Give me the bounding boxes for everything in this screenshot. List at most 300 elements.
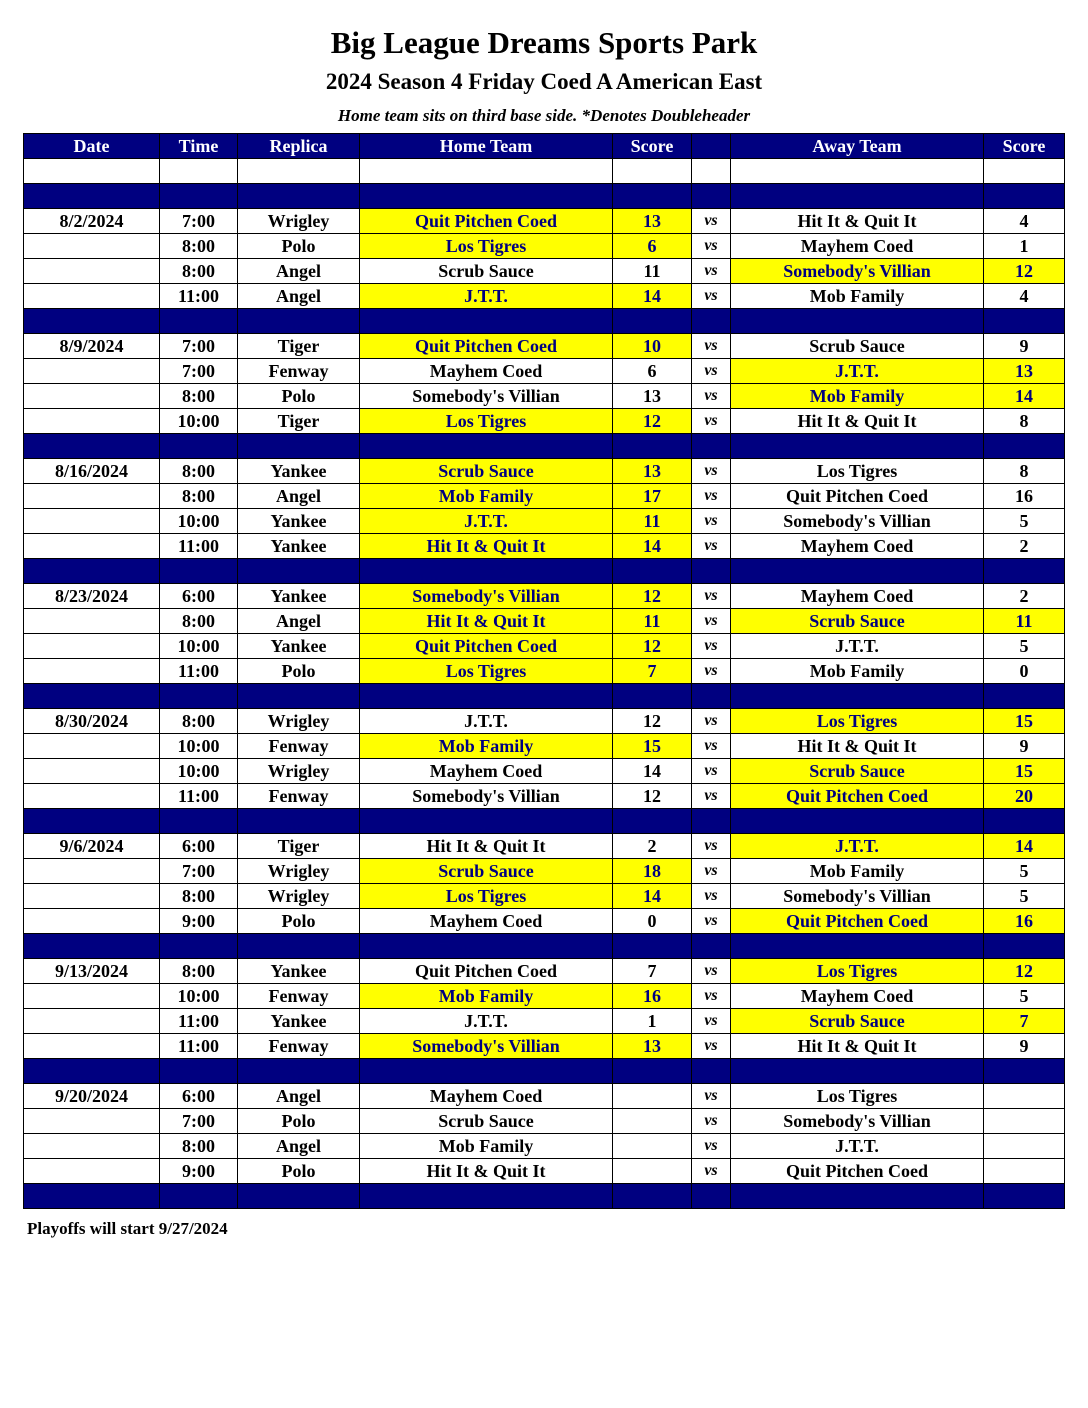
game-time: 11:00 (160, 534, 238, 559)
away-score: 13 (984, 359, 1065, 384)
away-score: 5 (984, 509, 1065, 534)
away-team: Quit Pitchen Coed (731, 1159, 984, 1184)
game-time: 6:00 (160, 584, 238, 609)
away-team: Mayhem Coed (731, 984, 984, 1009)
away-score: 14 (984, 384, 1065, 409)
vs-label: vs (692, 1109, 731, 1134)
away-score: 2 (984, 584, 1065, 609)
page-subtitle: 2024 Season 4 Friday Coed A American East (325, 69, 763, 94)
vs-label: vs (692, 384, 731, 409)
game-date (24, 534, 160, 559)
game-date: 8/16/2024 (24, 459, 160, 484)
game-date: 9/13/2024 (24, 959, 160, 984)
game-replica: Angel (238, 1084, 360, 1109)
home-team: Somebody's Villian (360, 384, 613, 409)
game-time: 10:00 (160, 759, 238, 784)
game-date (24, 359, 160, 384)
game-time: 7:00 (160, 359, 238, 384)
away-team: Mayhem Coed (731, 584, 984, 609)
game-replica: Wrigley (238, 759, 360, 784)
away-team: Mob Family (731, 859, 984, 884)
game-time: 6:00 (160, 834, 238, 859)
vs-label: vs (692, 1159, 731, 1184)
game-date (24, 984, 160, 1009)
game-replica: Fenway (238, 359, 360, 384)
vs-label: vs (692, 459, 731, 484)
week-separator-row (24, 684, 1065, 709)
game-replica: Angel (238, 284, 360, 309)
home-team: J.T.T. (360, 1009, 613, 1034)
home-score: 14 (613, 284, 692, 309)
vs-label: vs (692, 1084, 731, 1109)
game-replica: Angel (238, 1134, 360, 1159)
away-team: Mob Family (731, 384, 984, 409)
game-time: 8:00 (160, 959, 238, 984)
away-team: Scrub Sauce (731, 334, 984, 359)
home-score: 13 (613, 209, 692, 234)
game-time: 10:00 (160, 734, 238, 759)
home-score (613, 1134, 692, 1159)
home-score (613, 1084, 692, 1109)
week-separator-row (24, 1059, 1065, 1084)
vs-label: vs (692, 259, 731, 284)
away-team: Mayhem Coed (731, 234, 984, 259)
week-separator-row (24, 309, 1065, 334)
home-score: 16 (613, 984, 692, 1009)
game-row (24, 534, 1065, 559)
home-score: 6 (613, 234, 692, 259)
game-date: 9/20/2024 (24, 1084, 160, 1109)
game-date (24, 609, 160, 634)
home-team: Mob Family (360, 734, 613, 759)
vs-label: vs (692, 959, 731, 984)
home-team: Somebody's Villian (360, 784, 613, 809)
away-team: Los Tigres (731, 459, 984, 484)
week-separator-row (24, 1184, 1065, 1209)
vs-label: vs (692, 584, 731, 609)
game-date (24, 1109, 160, 1134)
vs-label: vs (692, 634, 731, 659)
game-replica: Polo (238, 1159, 360, 1184)
away-score: 14 (984, 834, 1065, 859)
away-team: Mob Family (731, 284, 984, 309)
home-team: Los Tigres (360, 659, 613, 684)
game-row (24, 459, 1065, 484)
away-team: J.T.T. (731, 359, 984, 384)
game-replica: Fenway (238, 734, 360, 759)
schedule-body (24, 159, 1065, 1209)
game-time: 11:00 (160, 284, 238, 309)
home-team: Mob Family (360, 484, 613, 509)
away-score: 8 (984, 409, 1065, 434)
home-score: 1 (613, 1009, 692, 1034)
game-date (24, 384, 160, 409)
vs-label: vs (692, 234, 731, 259)
home-score (613, 1159, 692, 1184)
game-replica: Yankee (238, 534, 360, 559)
away-team: Somebody's Villian (731, 1109, 984, 1134)
away-team: Scrub Sauce (731, 759, 984, 784)
game-replica: Angel (238, 259, 360, 284)
home-score: 15 (613, 734, 692, 759)
game-replica: Yankee (238, 634, 360, 659)
vs-label: vs (692, 284, 731, 309)
away-team: Hit It & Quit It (731, 209, 984, 234)
game-date (24, 909, 160, 934)
game-time: 8:00 (160, 484, 238, 509)
schedule-table (23, 133, 1065, 1209)
away-score: 12 (984, 959, 1065, 984)
away-team: Los Tigres (731, 959, 984, 984)
game-time: 10:00 (160, 984, 238, 1009)
home-team: Mob Family (360, 1134, 613, 1159)
game-row (24, 1109, 1065, 1134)
game-replica: Fenway (238, 984, 360, 1009)
home-team: J.T.T. (360, 284, 613, 309)
game-replica: Polo (238, 909, 360, 934)
game-time: 11:00 (160, 659, 238, 684)
home-score: 17 (613, 484, 692, 509)
away-score: 4 (984, 284, 1065, 309)
away-score: 5 (984, 634, 1065, 659)
home-score: 7 (613, 959, 692, 984)
game-date (24, 1159, 160, 1184)
game-time: 7:00 (160, 209, 238, 234)
game-row (24, 584, 1065, 609)
game-row (24, 1134, 1065, 1159)
home-team: Scrub Sauce (360, 459, 613, 484)
home-score: 12 (613, 409, 692, 434)
away-team: J.T.T. (731, 634, 984, 659)
game-time: 11:00 (160, 784, 238, 809)
home-team: Los Tigres (360, 884, 613, 909)
game-row (24, 659, 1065, 684)
game-row (24, 984, 1065, 1009)
game-time: 9:00 (160, 909, 238, 934)
game-row (24, 484, 1065, 509)
game-replica: Yankee (238, 1009, 360, 1034)
home-score: 13 (613, 384, 692, 409)
away-team: Scrub Sauce (731, 1009, 984, 1034)
game-row (24, 259, 1065, 284)
home-team: Hit It & Quit It (360, 609, 613, 634)
vs-label: vs (692, 659, 731, 684)
away-team: Quit Pitchen Coed (731, 784, 984, 809)
away-score: 5 (984, 859, 1065, 884)
away-score: 15 (984, 709, 1065, 734)
home-score (613, 1109, 692, 1134)
blank-row (24, 159, 1065, 184)
home-team: J.T.T. (360, 709, 613, 734)
away-team: Hit It & Quit It (731, 734, 984, 759)
away-score (984, 1084, 1065, 1109)
game-replica: Wrigley (238, 884, 360, 909)
game-date (24, 409, 160, 434)
game-date (24, 234, 160, 259)
away-score: 12 (984, 259, 1065, 284)
vs-label: vs (692, 1134, 731, 1159)
vs-label: vs (692, 209, 731, 234)
vs-label: vs (692, 1034, 731, 1059)
home-score: 13 (613, 1034, 692, 1059)
away-team: Quit Pitchen Coed (731, 909, 984, 934)
vs-label: vs (692, 909, 731, 934)
away-score: 9 (984, 1034, 1065, 1059)
home-team: Scrub Sauce (360, 259, 613, 284)
header-home-team: Home Team (360, 134, 613, 159)
home-team: Quit Pitchen Coed (360, 959, 613, 984)
game-time: 11:00 (160, 1009, 238, 1034)
home-team: Mayhem Coed (360, 759, 613, 784)
away-score: 0 (984, 659, 1065, 684)
game-replica: Tiger (238, 834, 360, 859)
game-row (24, 1009, 1065, 1034)
home-team: Scrub Sauce (360, 1109, 613, 1134)
home-team: Quit Pitchen Coed (360, 334, 613, 359)
game-date (24, 484, 160, 509)
away-score: 8 (984, 459, 1065, 484)
home-team: Mayhem Coed (360, 359, 613, 384)
schedule-note: Home team sits on third base side. *Denotes Doubleheader (337, 106, 751, 125)
game-replica: Polo (238, 1109, 360, 1134)
header-away-score: Score (984, 134, 1065, 159)
vs-label: vs (692, 759, 731, 784)
week-separator-row (24, 434, 1065, 459)
home-team: Mob Family (360, 984, 613, 1009)
away-team: Hit It & Quit It (731, 1034, 984, 1059)
away-score: 9 (984, 734, 1065, 759)
away-score: 7 (984, 1009, 1065, 1034)
game-time: 8:00 (160, 234, 238, 259)
game-replica: Polo (238, 234, 360, 259)
home-score: 14 (613, 884, 692, 909)
game-date (24, 784, 160, 809)
game-time: 8:00 (160, 384, 238, 409)
away-score: 9 (984, 334, 1065, 359)
home-score: 6 (613, 359, 692, 384)
header-time: Time (160, 134, 238, 159)
vs-label: vs (692, 859, 731, 884)
game-time: 11:00 (160, 1034, 238, 1059)
home-team: Hit It & Quit It (360, 1159, 613, 1184)
away-team: J.T.T. (731, 1134, 984, 1159)
game-row (24, 384, 1065, 409)
game-date: 9/6/2024 (24, 834, 160, 859)
week-separator-row (24, 934, 1065, 959)
home-team: Los Tigres (360, 409, 613, 434)
game-row (24, 234, 1065, 259)
game-time: 10:00 (160, 509, 238, 534)
game-time: 8:00 (160, 709, 238, 734)
away-team: Somebody's Villian (731, 259, 984, 284)
game-time: 10:00 (160, 634, 238, 659)
playoffs-note: Playoffs will start 9/27/2024 (27, 1219, 228, 1238)
home-score: 18 (613, 859, 692, 884)
game-time: 10:00 (160, 409, 238, 434)
game-replica: Yankee (238, 459, 360, 484)
week-separator-row (24, 809, 1065, 834)
home-score: 13 (613, 459, 692, 484)
game-row (24, 834, 1065, 859)
game-date: 8/9/2024 (24, 334, 160, 359)
game-time: 8:00 (160, 884, 238, 909)
game-time: 7:00 (160, 334, 238, 359)
vs-label: vs (692, 984, 731, 1009)
game-row (24, 1034, 1065, 1059)
home-score: 14 (613, 759, 692, 784)
game-row (24, 509, 1065, 534)
game-date (24, 659, 160, 684)
game-date (24, 1009, 160, 1034)
away-score: 5 (984, 884, 1065, 909)
home-team: J.T.T. (360, 509, 613, 534)
away-team: Mayhem Coed (731, 534, 984, 559)
home-score: 12 (613, 709, 692, 734)
away-score: 4 (984, 209, 1065, 234)
home-team: Scrub Sauce (360, 859, 613, 884)
game-time: 8:00 (160, 609, 238, 634)
home-team: Quit Pitchen Coed (360, 634, 613, 659)
vs-label: vs (692, 359, 731, 384)
vs-label: vs (692, 834, 731, 859)
away-score (984, 1109, 1065, 1134)
game-replica: Wrigley (238, 709, 360, 734)
game-replica: Tiger (238, 334, 360, 359)
header-home-score: Score (613, 134, 692, 159)
home-score: 14 (613, 534, 692, 559)
header-away-team: Away Team (731, 134, 984, 159)
away-team: J.T.T. (731, 834, 984, 859)
table-header-row (24, 134, 1065, 159)
away-score (984, 1159, 1065, 1184)
away-team: Somebody's Villian (731, 884, 984, 909)
away-team: Scrub Sauce (731, 609, 984, 634)
game-date (24, 284, 160, 309)
away-score: 5 (984, 984, 1065, 1009)
vs-label: vs (692, 1009, 731, 1034)
vs-label: vs (692, 884, 731, 909)
game-date (24, 1134, 160, 1159)
away-score: 16 (984, 484, 1065, 509)
game-replica: Angel (238, 484, 360, 509)
away-score: 15 (984, 759, 1065, 784)
home-score: 12 (613, 634, 692, 659)
game-row (24, 1159, 1065, 1184)
home-score: 0 (613, 909, 692, 934)
home-team: Los Tigres (360, 234, 613, 259)
game-time: 7:00 (160, 1109, 238, 1134)
game-date: 8/23/2024 (24, 584, 160, 609)
game-time: 8:00 (160, 459, 238, 484)
game-row (24, 784, 1065, 809)
away-score: 11 (984, 609, 1065, 634)
game-row (24, 284, 1065, 309)
home-score: 2 (613, 834, 692, 859)
game-replica: Yankee (238, 584, 360, 609)
vs-label: vs (692, 484, 731, 509)
game-date (24, 759, 160, 784)
game-row (24, 759, 1065, 784)
home-team: Somebody's Villian (360, 1034, 613, 1059)
vs-label: vs (692, 334, 731, 359)
game-row (24, 884, 1065, 909)
game-row (24, 209, 1065, 234)
home-score: 10 (613, 334, 692, 359)
game-row (24, 959, 1065, 984)
week-separator-row (24, 559, 1065, 584)
game-row (24, 359, 1065, 384)
home-score: 7 (613, 659, 692, 684)
game-date (24, 734, 160, 759)
away-score: 1 (984, 234, 1065, 259)
game-row (24, 409, 1065, 434)
home-score: 11 (613, 259, 692, 284)
game-row (24, 634, 1065, 659)
game-time: 8:00 (160, 1134, 238, 1159)
away-team: Mob Family (731, 659, 984, 684)
page-title: Big League Dreams Sports Park (330, 25, 758, 60)
home-team: Somebody's Villian (360, 584, 613, 609)
home-team: Hit It & Quit It (360, 534, 613, 559)
away-score: 2 (984, 534, 1065, 559)
home-team: Mayhem Coed (360, 1084, 613, 1109)
vs-label: vs (692, 509, 731, 534)
away-score: 20 (984, 784, 1065, 809)
vs-label: vs (692, 784, 731, 809)
vs-label: vs (692, 709, 731, 734)
home-score: 11 (613, 509, 692, 534)
game-replica: Yankee (238, 509, 360, 534)
game-time: 6:00 (160, 1084, 238, 1109)
away-team: Hit It & Quit It (731, 409, 984, 434)
game-row (24, 909, 1065, 934)
home-team: Hit It & Quit It (360, 834, 613, 859)
game-row (24, 734, 1065, 759)
header-vs (692, 134, 731, 159)
away-score: 16 (984, 909, 1065, 934)
away-team: Somebody's Villian (731, 509, 984, 534)
game-row (24, 334, 1065, 359)
game-time: 8:00 (160, 259, 238, 284)
game-replica: Yankee (238, 959, 360, 984)
game-time: 9:00 (160, 1159, 238, 1184)
header-replica: Replica (238, 134, 360, 159)
game-replica: Fenway (238, 784, 360, 809)
game-row (24, 609, 1065, 634)
game-date (24, 884, 160, 909)
game-date: 8/2/2024 (24, 209, 160, 234)
game-date (24, 259, 160, 284)
week-separator-row (24, 184, 1065, 209)
vs-label: vs (692, 409, 731, 434)
game-replica: Fenway (238, 1034, 360, 1059)
game-time: 7:00 (160, 859, 238, 884)
game-replica: Polo (238, 659, 360, 684)
game-replica: Angel (238, 609, 360, 634)
home-score: 11 (613, 609, 692, 634)
game-date (24, 509, 160, 534)
home-team: Quit Pitchen Coed (360, 209, 613, 234)
game-replica: Polo (238, 384, 360, 409)
home-score: 12 (613, 784, 692, 809)
game-replica: Tiger (238, 409, 360, 434)
game-date: 8/30/2024 (24, 709, 160, 734)
game-row (24, 859, 1065, 884)
game-replica: Wrigley (238, 859, 360, 884)
game-row (24, 1084, 1065, 1109)
game-date (24, 1034, 160, 1059)
vs-label: vs (692, 534, 731, 559)
